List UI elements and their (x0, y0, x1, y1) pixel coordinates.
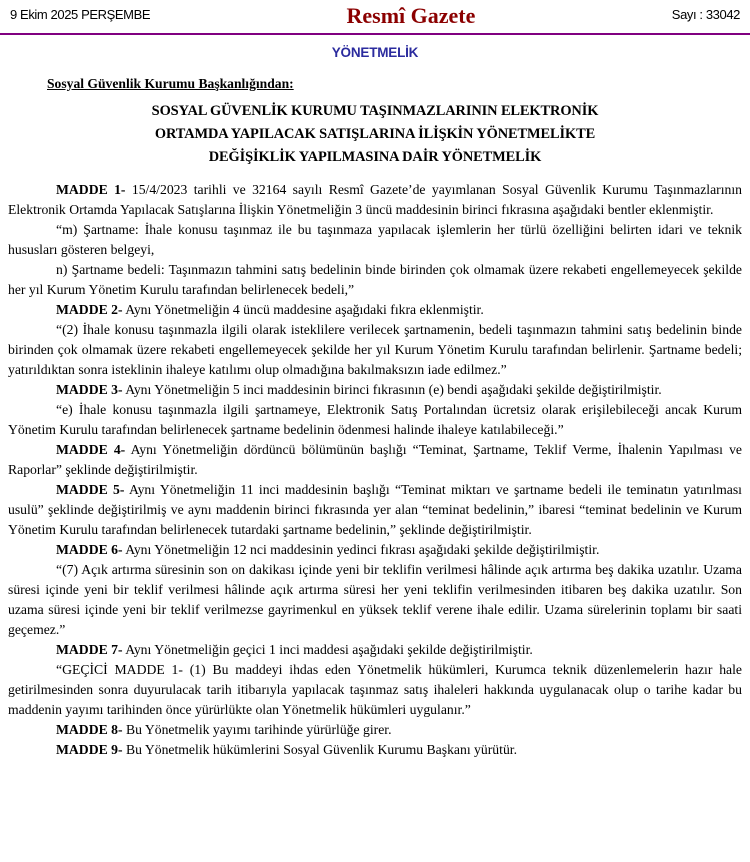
document-title (0, 100, 750, 169)
paragraph-madde-9 (8, 740, 742, 760)
paragraph-text: “(7) Açık artırma süresinin son on dakikası içinde yeni bir teklifin verilmesi hâlinde açık artırma beş dakika uzatılır. Uzama süresi içinde yeni bir teklif verilmesi hâlinde açık artırma süresi her yeni teklifin verilmesinden itibaren beş dakika uzatılır. Son uzama süresi içinde yeni bir teklif verilmezse gayrimenkul en yüksek teklif verene ihale edilir. Uzama sürelerinin toplamı bir saati geçemez.” (8, 562, 742, 637)
paragraph-text: Aynı Yönetmeliğin 11 inci maddesinin başlığı “Teminat miktarı ve şartname bedeli ile teminatın yatırılması usulü” şeklinde değiştirilmiş ve aynı maddenin birinci fıkrasında yer alan “teminat bedelinin,” ibaresi “teminat bedelinin ve Kurum Yönetim Kurulu tarafından belirlenecek tutardaki şartname bedelinin,” şeklinde değiştirilmiştir. (8, 482, 742, 537)
paragraph-text: Aynı Yönetmeliğin 12 nci maddesinin yedinci fıkrası aşağıdaki şekilde değiştirilmiştir. (122, 542, 600, 557)
paragraph-madde-8 (8, 720, 742, 740)
madde-1-label: MADDE 1- (56, 182, 126, 197)
madde-6-label: MADDE 6- (56, 542, 123, 557)
section-label: YÖNETMELİK (331, 45, 419, 60)
paragraph-gecici-madde-1 (8, 660, 742, 720)
gazette-title: Resmî Gazete (346, 3, 476, 28)
madde-5-label: MADDE 5- (56, 482, 125, 497)
paragraph-text: “m) Şartname: İhale konusu taşınmaz ile bu taşınmaza yapılacak işlemlerin her türlü özelliğini belirten idari ve teknik hususları gösteren belgeyi, (8, 222, 742, 257)
issue-date: 9 Ekim 2025 PERŞEMBE (10, 7, 151, 22)
madde-3-label: MADDE 3- (56, 382, 123, 397)
header-divider (0, 33, 750, 35)
madde-7-label: MADDE 7- (56, 642, 123, 657)
paragraph-text: “GEÇİCİ MADDE 1- (1) Bu maddeyi ihdas eden Yönetmelik hükümleri, Kurumca teknik düzenlemelerin hazır hale getirilmesinden sonra duyurulacak tarih itibarıyla yapılacak taşınmaz satış ihaleleri hakkında uygulanacak olup o tarihe kadar bu maddenin yayımı tarihinden önce yürürlükte olan Yönetmelik hükümleri uygulanır.” (8, 662, 742, 717)
paragraph-madde-4 (8, 440, 742, 480)
paragraph-text: Aynı Yönetmeliğin 5 inci maddesinin birinci fıkrasının (e) bendi aşağıdaki şekilde değiştirilmiştir. (122, 382, 662, 397)
issue-number: Sayı : 33042 (671, 7, 740, 22)
paragraph-text: Aynı Yönetmeliğin geçici 1 inci maddesi aşağıdaki şekilde değiştirilmiştir. (122, 642, 533, 657)
madde-9-label: MADDE 9- (56, 742, 123, 757)
paragraph-bent-e (8, 400, 742, 440)
paragraph-text: Bu Yönetmelik hükümlerini Sosyal Güvenlik Kurumu Başkanı yürütür. (122, 742, 518, 757)
paragraph-fikra-2 (8, 320, 742, 380)
document-title-line-3: DEĞİŞİKLİK YAPILMASINA DAİR YÖNETMELİK (208, 149, 542, 165)
issuing-authority: Sosyal Güvenlik Kurumu Başkanlığından: (47, 76, 294, 91)
paragraph-text: Aynı Yönetmeliğin dördüncü bölümünün başlığı “Teminat, Şartname, Teklif Verme, İhalenin Yapılması ve Raporlar” şeklinde değiştirilmiştir. (8, 442, 742, 477)
paragraph-bent-n (8, 260, 742, 300)
paragraph-text: Aynı Yönetmeliğin 4 üncü maddesine aşağıdaki fıkra eklenmiştir. (122, 302, 484, 317)
document-title-line-1: SOSYAL GÜVENLİK KURUMU TAŞINMAZLARININ ELEKTRONİK (151, 103, 599, 119)
paragraph-madde-6 (8, 540, 742, 560)
paragraph-text: Bu Yönetmelik yayımı tarihinde yürürlüğe girer. (122, 722, 392, 737)
masthead (0, 0, 750, 30)
paragraph-text: “(2) İhale konusu taşınmazla ilgili olarak isteklilere verilecek şartnamenin, bedeli taşınmazın tahmini satış bedelinin binde birinden çok olmamak üzere rekabeti engellemeyecek şekilde her yıl Kurum Yönetim Kurulu tarafından belirlenir. Şartname bedeli; yatırıldıktan sonra isteklinin ihaleye katılımı olup olmadığına bakılmaksızın iade edilmez.” (8, 322, 742, 377)
paragraph-text: 15/4/2023 tarihli ve 32164 sayılı Resmî Gazete’de yayımlanan Sosyal Güvenlik Kurumu Taşınmazlarının Elektronik Ortamda Yapılacak Satışlarına İlişkin Yönetmeliğin 3 üncü maddesinin birinci fıkrasına aşağıdaki bentler eklenmiştir. (8, 182, 742, 217)
paragraph-madde-7 (8, 640, 742, 660)
paragraph-bent-m (8, 220, 742, 260)
paragraph-madde-2 (8, 300, 742, 320)
madde-2-label: MADDE 2- (56, 302, 123, 317)
madde-4-label: MADDE 4- (56, 442, 126, 457)
madde-8-label: MADDE 8- (56, 722, 123, 737)
regulation-body (8, 180, 742, 760)
paragraph-text: n) Şartname bedeli: Taşınmazın tahmini satış bedelinin binde birinden çok olmamak üzere rekabeti engellemeyecek şekilde her yıl Kurum Yönetim Kurulu tarafından belirlenecek bedeli,” (8, 262, 742, 297)
paragraph-madde-5 (8, 480, 742, 540)
document-title-line-2: ORTAMDA YAPILACAK SATIŞLARINA İLİŞKİN YÖNETMELİKTE (154, 126, 596, 142)
paragraph-madde-3 (8, 380, 742, 400)
paragraph-text: “e) İhale konusu taşınmazla ilgili şartnameye, Elektronik Satış Portalından ücretsiz olarak erişilebileceği ancak Kurum Yönetim Kurulu tarafından belirlenecek şartname bedelinin ödenmesi halinde ihaleye katılabileceği.” (8, 402, 742, 437)
paragraph-madde-1 (8, 180, 742, 220)
paragraph-fikra-7 (8, 560, 742, 640)
